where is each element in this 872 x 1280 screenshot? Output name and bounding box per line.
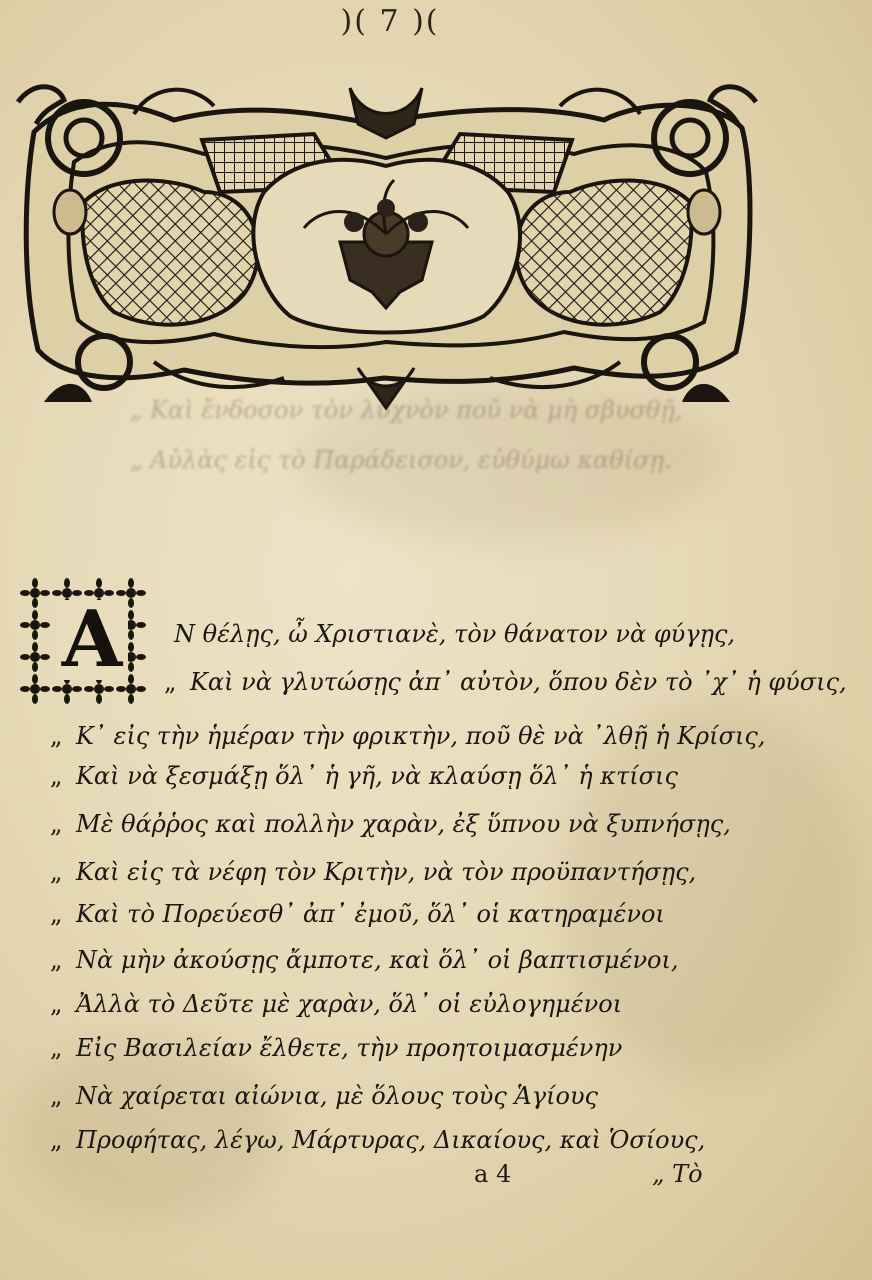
quote-mark: „ [50,1126,63,1154]
quote-mark: „ [50,722,63,750]
verse-text: Καὶ τὸ Πορεύεσθ᾽ ἀπ᾽ ἐμοῦ, ὅλ᾽ οἱ κατηραμένοι [76,900,665,928]
verse-text: Νὰ χαίρεται αἰώνια, μὲ ὅλους τοὺς Ἁγίους [76,1082,598,1110]
verse-text: Μὲ θάῤῥος καὶ πολλὴν χαρὰν, ἐξ ὕπνου νὰ ξυπνήσῃς, [76,810,731,838]
verse-line-10 [50,1034,622,1062]
verse-line-9 [50,990,622,1018]
verse-text: Καὶ νὰ γλυτώσῃς ἀπ᾽ αὐτὸν, ὅπου δὲν τὸ ᾽χ᾽ ἡ φύσις, [190,668,847,696]
verse-text: Νὰ μὴν ἀκούσῃς ἄμποτε, καὶ ὅλ᾽ οἱ βαπτισμένοι, [76,946,679,974]
headpiece-ornament [14,62,760,412]
verse-line-7 [50,900,665,928]
quote-mark: „ [50,762,63,790]
verse-line-5 [50,810,731,838]
quote-mark: „ [50,990,63,1018]
verse-text: Καὶ νὰ ξεσμάξῃ ὅλ᾽ ἡ γῆ, νὰ κλαύσῃ ὅλ᾽ ἡ κτίσις [76,762,678,790]
quote-mark: „ [50,1034,63,1062]
verse-line-3 [50,722,765,750]
quote-mark: „ [50,810,63,838]
verse-line-2 [164,668,847,696]
bleed-through-line-2: „ Αὐλὰς εἰς τὸ Παράδεισον, εὐθύμω καθίσῃ. [130,446,672,474]
drop-cap-letter: Α [56,600,128,680]
quote-mark: „ [164,668,177,696]
verse-text: Προφήτας, λέγω, Μάρτυρας, Δικαίους, καὶ Ὁσίους, [76,1126,706,1154]
verse-line-12 [50,1126,705,1154]
verse-text: Καὶ εἰς τὰ νέφη τὸν Κριτὴν, νὰ τὸν προϋπαντήσῃς, [76,858,697,886]
verse-line-8 [50,946,679,974]
quote-mark: „ [50,946,63,974]
verse-line-4 [50,762,678,790]
verse-text: Ν θέλῃς, ὦ Χριστιανὲ, τὸν θάνατον νὰ φύγῃς, [174,620,736,648]
verse-text: Κ᾽ εἰς τὴν ἡμέραν τὴν φρικτὴν, ποῦ θὲ νὰ ᾽λθῇ ἡ Κρίσις, [76,722,766,750]
bleed-through-line-1: „ Καὶ ἔνδοσον τὸν λυχνὸν ποῦ νὰ μὴ σβυσθῇ, [130,396,683,424]
quote-mark: „ [50,900,63,928]
catchword: „ Τὸ [652,1160,703,1188]
verse-text: Εἰς Βασιλείαν ἔλθετε, τὴν προητοιμασμένην [76,1034,623,1062]
signature-mark: a 4 [474,1160,512,1188]
decorated-initial [20,578,146,704]
verse-line-1 [174,620,735,648]
quote-mark: „ [50,858,63,886]
verse-line-11 [50,1082,598,1110]
quote-mark: „ [50,1082,63,1110]
verse-text: Ἀλλὰ τὸ Δεῦτε μὲ χαρὰν, ὅλ᾽ οἱ εὐλογημένοι [76,990,623,1018]
page-number: )( 7 )( [340,4,440,39]
verse-line-6 [50,858,696,886]
